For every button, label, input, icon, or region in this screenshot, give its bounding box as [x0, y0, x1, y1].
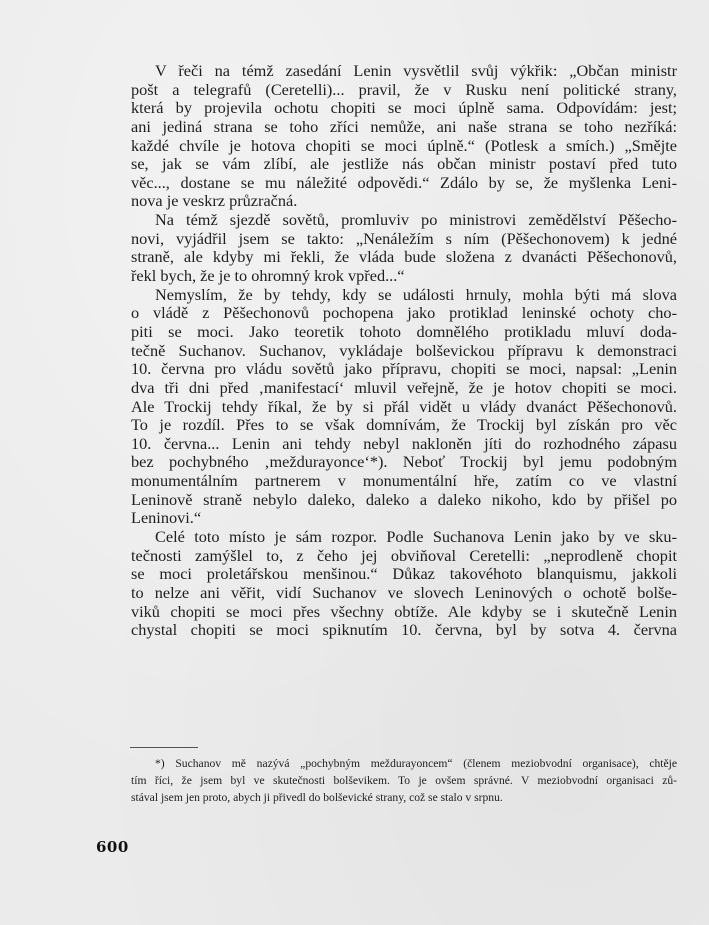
text-line: která by projevila ochotu chopiti se moci úplně sama. Odpovídám: jest;: [131, 98, 677, 118]
text-line: bez pochybného ‚meždurayonce‘*). Neboť Trockij byl jemu podobným: [131, 452, 677, 472]
text-line: Nemyslím, že by tehdy, kdy se události hrnuly, mohla býti má slova: [155, 284, 677, 304]
text-line: Leninovi.“: [131, 508, 202, 528]
text-line: To je rozdíl. Přes to se však domnívám, že Trockij byl získán pro věc: [131, 415, 677, 435]
text-line: Leninově straně nebylo daleko, daleko a daleko nikoho, kdo by přišel po: [131, 489, 677, 509]
text-line: Celé toto místo je sám rozpor. Podle Suchanova Lenin jako by ve sku-: [155, 527, 677, 547]
text-line: ani jediná strana se toho zříci nemůže, ani naše strana se toho nezříká:: [131, 116, 677, 136]
text-line: monumentálním partnerem v monumentální hře, zatím co ve vlastní: [131, 471, 677, 491]
main-text: [131, 62, 677, 640]
text-line: se moci proletářskou menšinou.“ Důkaz takovéhoto blanquismu, jakkoli: [131, 564, 677, 584]
text-line: pošt a telegrafů (Ceretelli)... pravil, že v Rusku není politické strany,: [131, 79, 677, 99]
text-line: tečnosti zamýšlel to, z čeho jej obviňoval Ceretelli: „neprodleně chopit: [131, 545, 677, 565]
text-line: dva tři dni před ‚manifestací‘ mluvil veřejně, že je hotov chopiti se moci.: [131, 377, 677, 397]
footnote-line: stával jsem jen proto, abych ji přivedl do bolševické strany, což se stalo v srpnu.: [131, 791, 503, 804]
page-number: 600: [96, 838, 129, 856]
paragraph: [131, 528, 677, 640]
text-line: piti se moci. Jako teoretik tohoto domnělého protikladu mluví doda-: [131, 321, 677, 341]
text-line: Na témž sjezdě sovětů, promluviv po ministrovi zemědělství Pěšecho-: [155, 210, 677, 230]
text-line: o vládě z Pěšechonovů pochopena jako protiklad leninské ochoty cho-: [131, 303, 677, 323]
footnote-line: tím říci, že jsem byl ve skutečnosti bolševikem. To je ovšem správné. V meziobvodní organisaci zů-: [131, 774, 677, 787]
footnote: [131, 755, 677, 806]
footnote-line: *) Suchanov mě nazývá „pochybným meždurayoncem“ (členem meziobvodní organisace), chtěje: [155, 757, 677, 770]
text-line: 10. června... Lenin ani tehdy nebyl nakloněn jíti do rozhodného zápasu: [131, 433, 677, 453]
text-line: novi, vyjádřil jsem se takto: „Nenáležím s ním (Pěšechonovem) k jedné: [131, 228, 677, 248]
text-line: V řeči na témž zasedání Lenin vysvětlil svůj výkřik: „Občan ministr: [155, 61, 677, 80]
text-line: nova je veskrz průzračná.: [131, 191, 298, 211]
text-line: 10. června pro vládu sovětů jako přípravu, chopiti se moci, napsal: „Lenin: [131, 359, 677, 379]
paragraph: [131, 62, 677, 211]
paragraph: [131, 211, 677, 286]
footnote-divider: [130, 747, 198, 748]
text-line: straně, ale kdyby mi řekli, že vláda bude složena z dvanácti Pěšechonovů,: [131, 247, 677, 267]
text-line: chystal chopiti se moci spiknutím 10. června, byl by sotva 4. června: [131, 620, 677, 640]
text-line: věc..., dostane se mu náležité odpovědi.“ Zdálo by se, že myšlenka Leni-: [131, 172, 677, 192]
text-line: Ale Trockij tehdy říkal, že by si přál vidět u vlády dvanáct Pěšechonovů.: [131, 396, 677, 416]
text-line: viků chopiti se moci přes všechny obtíže. Ale kdyby se i skutečně Lenin: [131, 601, 677, 621]
text-line: každé chvíle je hotova chopiti se moci úplně.“ (Potlesk a smích.) „Smějte: [131, 135, 677, 155]
text-line: se, jak se vám zlíbí, ale jestliže nás občan ministr postaví před tuto: [131, 154, 677, 174]
text-line: to nelze ani věřit, vidí Suchanov ve slovech Leninových o ochotě bolše-: [131, 582, 677, 602]
text-line: řekl bych, že je to ohromný krok vpřed...“: [131, 266, 405, 286]
paragraph: [131, 286, 677, 528]
text-line: tečně Suchanov. Suchanov, vykládaje bolševickou přípravu k demonstraci: [131, 340, 677, 360]
